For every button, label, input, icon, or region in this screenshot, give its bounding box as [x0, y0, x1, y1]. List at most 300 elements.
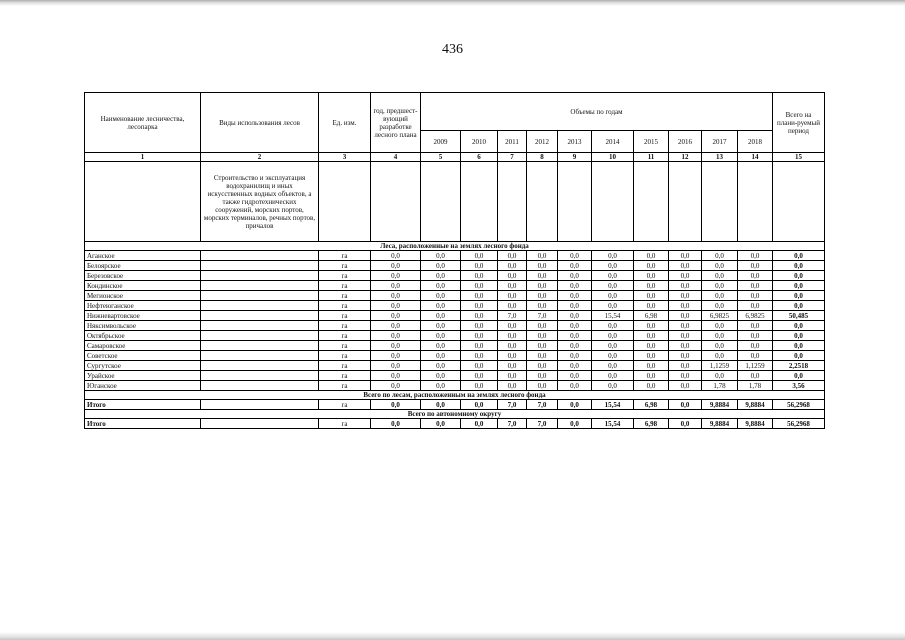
- value-cell: 0,0: [421, 351, 461, 361]
- header-forestry: Наименование лесничества, лесопарка: [85, 93, 201, 153]
- unit-cell: га: [319, 400, 371, 410]
- empty-cell: [371, 162, 421, 242]
- value-cell: 0,0: [702, 351, 738, 361]
- header-year: 2011: [498, 131, 527, 153]
- value-cell: 0,0: [634, 381, 669, 391]
- column-number: 12: [669, 153, 702, 162]
- value-cell: 0,0: [702, 301, 738, 311]
- value-cell: 0,0: [558, 321, 592, 331]
- forestry-name: Белоярское: [85, 261, 201, 271]
- value-cell: 0,0: [634, 321, 669, 331]
- unit-cell: га: [319, 419, 371, 429]
- value-cell: 0,0: [592, 261, 634, 271]
- value-cell: 6,98: [634, 311, 669, 321]
- header-year: 2013: [558, 131, 592, 153]
- value-cell: 0,0: [371, 311, 421, 321]
- value-cell: 0,0: [527, 341, 558, 351]
- table-row: [85, 271, 825, 281]
- value-cell: 0,0: [592, 281, 634, 291]
- value-cell: 0,0: [558, 341, 592, 351]
- value-cell: 0,0: [669, 321, 702, 331]
- value-cell: 7,0: [498, 400, 527, 410]
- usage-cell: [201, 341, 319, 351]
- value-cell: 0,0: [558, 251, 592, 261]
- value-cell: 0,0: [634, 261, 669, 271]
- header-year: 2010: [461, 131, 498, 153]
- column-number: 7: [498, 153, 527, 162]
- value-cell: 0,0: [371, 341, 421, 351]
- value-cell: 0,0: [461, 341, 498, 351]
- column-number: 14: [738, 153, 773, 162]
- header-year: 2009: [421, 131, 461, 153]
- value-cell: 0,0: [371, 291, 421, 301]
- total-cell: 0,0: [773, 341, 825, 351]
- value-cell: 0,0: [558, 371, 592, 381]
- header-year: 2015: [634, 131, 669, 153]
- value-cell: 0,0: [592, 381, 634, 391]
- value-cell: 0,0: [558, 361, 592, 371]
- value-cell: 0,0: [738, 301, 773, 311]
- value-cell: 0,0: [527, 351, 558, 361]
- value-cell: 7,0: [527, 311, 558, 321]
- usage-cell: [201, 331, 319, 341]
- value-cell: 0,0: [527, 381, 558, 391]
- empty-cell: [421, 162, 461, 242]
- value-cell: 0,0: [527, 291, 558, 301]
- value-cell: 0,0: [461, 361, 498, 371]
- usage-cell: [201, 311, 319, 321]
- total-row-okrug: [85, 419, 825, 429]
- forestry-name: Няксимвольское: [85, 321, 201, 331]
- column-number: 6: [461, 153, 498, 162]
- value-cell: 6,9825: [738, 311, 773, 321]
- value-cell: 0,0: [738, 261, 773, 271]
- value-cell: 0,0: [498, 321, 527, 331]
- value-cell: 0,0: [634, 371, 669, 381]
- value-cell: 0,0: [371, 419, 421, 429]
- table-row: [85, 351, 825, 361]
- usage-cell: [201, 281, 319, 291]
- value-cell: 0,0: [421, 381, 461, 391]
- value-cell: 0,0: [421, 301, 461, 311]
- total-cell: 0,0: [773, 301, 825, 311]
- value-cell: 0,0: [421, 419, 461, 429]
- value-cell: 0,0: [702, 271, 738, 281]
- unit-cell: га: [319, 291, 371, 301]
- value-cell: 0,0: [421, 271, 461, 281]
- value-cell: 0,0: [461, 331, 498, 341]
- value-cell: 1,78: [702, 381, 738, 391]
- value-cell: 0,0: [702, 291, 738, 301]
- unit-cell: га: [319, 271, 371, 281]
- unit-cell: га: [319, 341, 371, 351]
- forestry-name: Кондинское: [85, 281, 201, 291]
- value-cell: 0,0: [738, 351, 773, 361]
- value-cell: 0,0: [421, 261, 461, 271]
- forestry-name: Березовское: [85, 271, 201, 281]
- table-row: [85, 331, 825, 341]
- column-number: 13: [702, 153, 738, 162]
- value-cell: 0,0: [669, 371, 702, 381]
- empty-cell: [702, 162, 738, 242]
- total-cell: 0,0: [773, 321, 825, 331]
- value-cell: 6,9825: [702, 311, 738, 321]
- value-cell: 0,0: [738, 251, 773, 261]
- value-cell: 0,0: [592, 361, 634, 371]
- value-cell: 0,0: [738, 321, 773, 331]
- value-cell: 0,0: [669, 351, 702, 361]
- value-cell: 15,54: [592, 311, 634, 321]
- value-cell: 0,0: [702, 321, 738, 331]
- value-cell: 0,0: [421, 331, 461, 341]
- value-cell: 0,0: [702, 251, 738, 261]
- value-cell: 0,0: [738, 371, 773, 381]
- value-cell: 0,0: [669, 261, 702, 271]
- table-row: [85, 361, 825, 371]
- value-cell: 6,98: [634, 419, 669, 429]
- section-title: Всего по автономному округу: [85, 410, 825, 419]
- forestry-name: Итого: [85, 419, 201, 429]
- forestry-name: Нижневартовское: [85, 311, 201, 321]
- value-cell: 0,0: [461, 321, 498, 331]
- column-number: 2: [201, 153, 319, 162]
- value-cell: 1,1259: [738, 361, 773, 371]
- value-cell: 15,54: [592, 400, 634, 410]
- unit-cell: га: [319, 381, 371, 391]
- forestry-name: Урайское: [85, 371, 201, 381]
- table-row: [85, 261, 825, 271]
- value-cell: 0,0: [421, 400, 461, 410]
- usage-cell: [201, 371, 319, 381]
- value-cell: 0,0: [738, 291, 773, 301]
- value-cell: 0,0: [421, 291, 461, 301]
- usage-cell: [201, 361, 319, 371]
- value-cell: 0,0: [669, 311, 702, 321]
- total-cell: 0,0: [773, 371, 825, 381]
- value-cell: 0,0: [371, 301, 421, 311]
- value-cell: 0,0: [498, 341, 527, 351]
- value-cell: 0,0: [461, 381, 498, 391]
- unit-cell: га: [319, 301, 371, 311]
- value-cell: 1,78: [738, 381, 773, 391]
- forestry-name: Сургутское: [85, 361, 201, 371]
- value-cell: 0,0: [527, 261, 558, 271]
- section-title: Леса, расположенные на землях лесного фонда: [85, 242, 825, 251]
- value-cell: 9,8884: [702, 400, 738, 410]
- value-cell: 0,0: [634, 251, 669, 261]
- table-row: [85, 291, 825, 301]
- usage-cell: [201, 291, 319, 301]
- value-cell: 0,0: [498, 371, 527, 381]
- empty-cell: [498, 162, 527, 242]
- total-row-forest-fund: [85, 400, 825, 410]
- value-cell: 0,0: [498, 261, 527, 271]
- value-cell: 0,0: [702, 331, 738, 341]
- section-title: Всего по лесам, расположенным на землях лесного фонда: [85, 391, 825, 400]
- value-cell: 0,0: [371, 281, 421, 291]
- empty-cell: [461, 162, 498, 242]
- header-row-1: [85, 93, 825, 131]
- total-cell: 0,0: [773, 251, 825, 261]
- value-cell: 0,0: [498, 301, 527, 311]
- scan-edge-bottom: [0, 632, 905, 640]
- forestry-name: Юганское: [85, 381, 201, 391]
- value-cell: 0,0: [592, 271, 634, 281]
- value-cell: 0,0: [527, 331, 558, 341]
- total-cell: 56,2968: [773, 419, 825, 429]
- value-cell: 0,0: [498, 361, 527, 371]
- value-cell: 0,0: [592, 291, 634, 301]
- unit-cell: га: [319, 281, 371, 291]
- value-cell: 9,8884: [738, 400, 773, 410]
- value-cell: 0,0: [527, 251, 558, 261]
- value-cell: 0,0: [669, 281, 702, 291]
- value-cell: 0,0: [421, 281, 461, 291]
- value-cell: 0,0: [461, 281, 498, 291]
- column-number: 5: [421, 153, 461, 162]
- value-cell: 15,54: [592, 419, 634, 429]
- unit-cell: га: [319, 261, 371, 271]
- forestry-name: Самаровское: [85, 341, 201, 351]
- value-cell: 0,0: [669, 271, 702, 281]
- value-cell: 7,0: [498, 419, 527, 429]
- value-cell: 0,0: [592, 371, 634, 381]
- unit-cell: га: [319, 351, 371, 361]
- usage-cell: [201, 351, 319, 361]
- value-cell: 1,1259: [702, 361, 738, 371]
- value-cell: 0,0: [527, 271, 558, 281]
- value-cell: 7,0: [498, 311, 527, 321]
- column-number: 10: [592, 153, 634, 162]
- value-cell: 0,0: [527, 321, 558, 331]
- value-cell: 0,0: [461, 271, 498, 281]
- table-row: [85, 381, 825, 391]
- value-cell: 0,0: [527, 301, 558, 311]
- value-cell: 0,0: [527, 281, 558, 291]
- value-cell: 0,0: [702, 341, 738, 351]
- forestry-name: Итого: [85, 400, 201, 410]
- value-cell: 0,0: [558, 261, 592, 271]
- value-cell: 0,0: [558, 281, 592, 291]
- usage-description-row: [85, 162, 825, 242]
- value-cell: 0,0: [461, 419, 498, 429]
- value-cell: 0,0: [421, 311, 461, 321]
- value-cell: 0,0: [738, 331, 773, 341]
- section-forest-fund: [85, 242, 825, 251]
- column-number: 4: [371, 153, 421, 162]
- empty-cell: [527, 162, 558, 242]
- value-cell: 0,0: [592, 331, 634, 341]
- value-cell: 0,0: [498, 331, 527, 341]
- value-cell: 0,0: [669, 381, 702, 391]
- column-number: 3: [319, 153, 371, 162]
- value-cell: 0,0: [634, 351, 669, 361]
- total-cell: 56,2968: [773, 400, 825, 410]
- forestry-name: Нефтеюганское: [85, 301, 201, 311]
- total-cell: 0,0: [773, 291, 825, 301]
- section-total-okrug: [85, 410, 825, 419]
- value-cell: 0,0: [371, 261, 421, 271]
- value-cell: 0,0: [702, 281, 738, 291]
- value-cell: 0,0: [634, 281, 669, 291]
- table-row: [85, 321, 825, 331]
- table-row: [85, 301, 825, 311]
- usage-cell: [201, 261, 319, 271]
- value-cell: 0,0: [371, 381, 421, 391]
- value-cell: 0,0: [738, 271, 773, 281]
- value-cell: 6,98: [634, 400, 669, 410]
- value-cell: 0,0: [738, 281, 773, 291]
- total-cell: 2,2518: [773, 361, 825, 371]
- usage-cell: [201, 301, 319, 311]
- empty-cell: [634, 162, 669, 242]
- value-cell: 0,0: [527, 361, 558, 371]
- header-year: 2018: [738, 131, 773, 153]
- total-cell: 50,485: [773, 311, 825, 321]
- header-year: 2012: [527, 131, 558, 153]
- value-cell: 0,0: [669, 361, 702, 371]
- value-cell: 0,0: [371, 400, 421, 410]
- value-cell: 0,0: [592, 251, 634, 261]
- total-cell: 0,0: [773, 261, 825, 271]
- value-cell: 0,0: [558, 381, 592, 391]
- total-cell: 0,0: [773, 271, 825, 281]
- value-cell: 0,0: [558, 331, 592, 341]
- page-number: 436: [442, 42, 463, 57]
- value-cell: 0,0: [421, 321, 461, 331]
- value-cell: 0,0: [634, 291, 669, 301]
- header-year: 2017: [702, 131, 738, 153]
- value-cell: 0,0: [421, 251, 461, 261]
- value-cell: 0,0: [421, 361, 461, 371]
- value-cell: 0,0: [371, 371, 421, 381]
- header-volumes: Объемы по годам: [421, 93, 773, 131]
- value-cell: 0,0: [702, 261, 738, 271]
- value-cell: 0,0: [558, 351, 592, 361]
- value-cell: 9,8884: [702, 419, 738, 429]
- header-unit: Ед. изм.: [319, 93, 371, 153]
- value-cell: 0,0: [592, 301, 634, 311]
- value-cell: 0,0: [558, 400, 592, 410]
- forestry-name: Аганское: [85, 251, 201, 261]
- value-cell: 0,0: [669, 291, 702, 301]
- forest-usage-table: [84, 92, 825, 429]
- column-number: 11: [634, 153, 669, 162]
- value-cell: 0,0: [669, 251, 702, 261]
- empty-cell: [85, 162, 201, 242]
- empty-cell: [773, 162, 825, 242]
- usage-cell: [201, 381, 319, 391]
- unit-cell: га: [319, 321, 371, 331]
- table-row: [85, 281, 825, 291]
- value-cell: 0,0: [592, 351, 634, 361]
- value-cell: 0,0: [498, 351, 527, 361]
- value-cell: 0,0: [592, 321, 634, 331]
- value-cell: 0,0: [461, 301, 498, 311]
- value-cell: 0,0: [634, 271, 669, 281]
- column-numbers-row: [85, 153, 825, 162]
- value-cell: 7,0: [527, 419, 558, 429]
- section-total-forest-fund: [85, 391, 825, 400]
- value-cell: 0,0: [498, 281, 527, 291]
- table-row: [85, 341, 825, 351]
- value-cell: 0,0: [498, 291, 527, 301]
- value-cell: 0,0: [669, 301, 702, 311]
- column-number: 8: [527, 153, 558, 162]
- scan-edge-top: [0, 0, 905, 6]
- header-preceding-year: год, предшест-вующий разработке лесного плана: [371, 93, 421, 153]
- empty-cell: [669, 162, 702, 242]
- unit-cell: га: [319, 331, 371, 341]
- value-cell: 0,0: [461, 371, 498, 381]
- forestry-name: Октябрьское: [85, 331, 201, 341]
- forestry-name: Мегионское: [85, 291, 201, 301]
- value-cell: 0,0: [421, 371, 461, 381]
- value-cell: 0,0: [558, 291, 592, 301]
- value-cell: 0,0: [634, 301, 669, 311]
- empty-cell: [738, 162, 773, 242]
- value-cell: 0,0: [738, 341, 773, 351]
- total-cell: 0,0: [773, 331, 825, 341]
- value-cell: 0,0: [371, 351, 421, 361]
- column-number: 15: [773, 153, 825, 162]
- value-cell: 0,0: [702, 371, 738, 381]
- value-cell: 0,0: [634, 341, 669, 351]
- value-cell: 0,0: [669, 331, 702, 341]
- value-cell: 0,0: [461, 261, 498, 271]
- value-cell: 0,0: [371, 331, 421, 341]
- value-cell: 0,0: [527, 371, 558, 381]
- unit-cell: га: [319, 371, 371, 381]
- value-cell: 0,0: [558, 311, 592, 321]
- value-cell: 0,0: [558, 271, 592, 281]
- value-cell: 0,0: [558, 419, 592, 429]
- table-row: [85, 251, 825, 261]
- table-row: [85, 371, 825, 381]
- value-cell: 0,0: [498, 381, 527, 391]
- unit-cell: га: [319, 311, 371, 321]
- value-cell: 0,0: [461, 251, 498, 261]
- empty-cell: [558, 162, 592, 242]
- forestry-name: Советское: [85, 351, 201, 361]
- unit-cell: га: [319, 251, 371, 261]
- value-cell: 0,0: [669, 341, 702, 351]
- unit-cell: га: [319, 361, 371, 371]
- value-cell: 0,0: [371, 361, 421, 371]
- value-cell: 0,0: [371, 251, 421, 261]
- usage-cell: [201, 400, 319, 410]
- value-cell: 0,0: [498, 271, 527, 281]
- column-number: 1: [85, 153, 201, 162]
- header-total: Всего на плани-руемый период: [773, 93, 825, 153]
- value-cell: 7,0: [527, 400, 558, 410]
- header-usage: Виды использования лесов: [201, 93, 319, 153]
- empty-cell: [592, 162, 634, 242]
- value-cell: 0,0: [498, 251, 527, 261]
- value-cell: 0,0: [558, 301, 592, 311]
- value-cell: 9,8884: [738, 419, 773, 429]
- value-cell: 0,0: [634, 331, 669, 341]
- header-year: 2016: [669, 131, 702, 153]
- value-cell: 0,0: [634, 361, 669, 371]
- total-cell: 3,56: [773, 381, 825, 391]
- column-number: 9: [558, 153, 592, 162]
- value-cell: 0,0: [461, 311, 498, 321]
- usage-cell: [201, 321, 319, 331]
- value-cell: 0,0: [669, 419, 702, 429]
- total-cell: 0,0: [773, 351, 825, 361]
- header-year: 2014: [592, 131, 634, 153]
